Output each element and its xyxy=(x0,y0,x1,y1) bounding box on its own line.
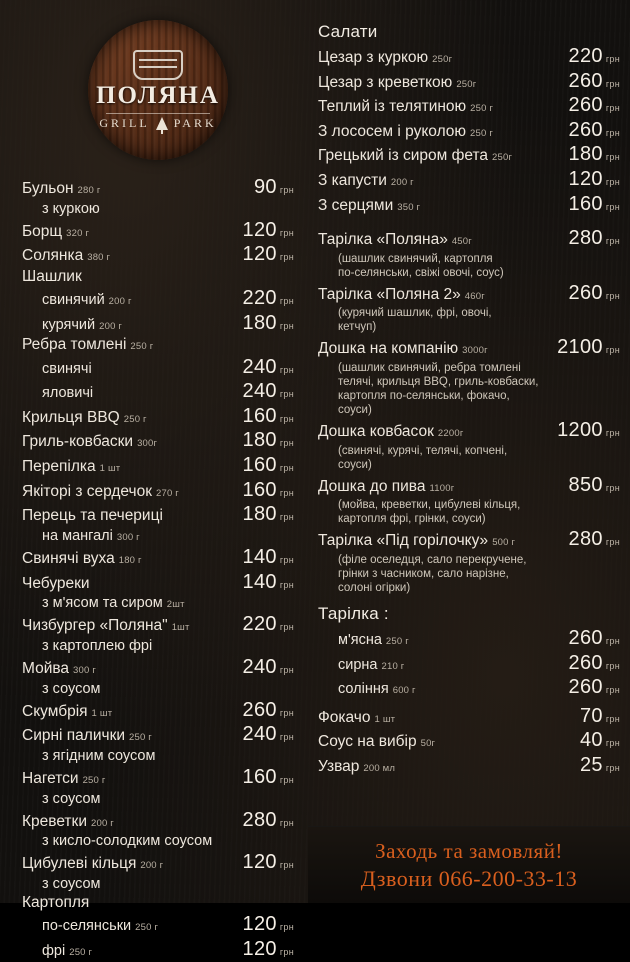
menu-item-price: 240 грн xyxy=(242,355,294,378)
menu-item-price: 280 грн xyxy=(242,808,294,831)
logo-sub-right: PARK xyxy=(173,115,217,130)
menu-item-price: 140 грн xyxy=(242,570,294,593)
currency-label: грн xyxy=(279,227,294,238)
menu-item-weight: 250 г xyxy=(82,774,106,786)
currency-label: грн xyxy=(605,738,620,749)
currency-label: грн xyxy=(279,296,294,307)
menu-item-name: Цезар з куркою 250г xyxy=(318,49,453,66)
menu-item-row xyxy=(318,94,620,118)
menu-item-name: Сирні палички 250 г xyxy=(22,727,152,745)
menu-item-price: 120 грн xyxy=(242,913,294,936)
tree-icon xyxy=(156,117,168,130)
menu-item-weight: 250 г xyxy=(385,635,409,647)
menu-item-row xyxy=(22,528,294,545)
menu-item-price: 180 грн xyxy=(568,143,620,166)
menu-item-description: (філе оселедця, сало перекручене, грінки з часником, сало нарізне, солоні огірки) xyxy=(338,553,527,594)
menu-item-row xyxy=(22,312,294,336)
currency-label: грн xyxy=(605,660,620,671)
menu-item-weight: 300г xyxy=(137,438,158,450)
menu-item-weight: 500 г xyxy=(492,537,516,549)
menu-item-row xyxy=(22,287,294,311)
menu-item-name: з соусом xyxy=(42,875,101,892)
plates-heading: Тарілка : xyxy=(318,603,389,623)
menu-item-weight: 320 г xyxy=(66,227,90,239)
menu-item-price: 220 грн xyxy=(568,45,620,67)
menu-item-price: 180 грн xyxy=(242,429,294,452)
menu-item-name: з м'ясом та сиром 2шт xyxy=(42,595,185,612)
menu-item-weight: 250 г xyxy=(69,946,93,958)
menu-item-name: Перець та печериці xyxy=(22,507,163,525)
boards-group xyxy=(318,227,620,595)
menu-item-name: з кисло-солодким соусом xyxy=(42,833,213,850)
menu-item-row xyxy=(22,243,294,267)
menu-item-price: 160 грн xyxy=(242,478,294,501)
cta-text: Заходь та замовляй! xyxy=(375,838,563,863)
plates-group xyxy=(318,627,620,700)
currency-label: грн xyxy=(279,922,294,933)
menu-item-weight: 460г xyxy=(464,290,485,302)
currency-label: грн xyxy=(279,252,294,263)
menu-item-weight: 270 г xyxy=(156,487,179,499)
menu-item-name: Гриль-ковбаски 300г xyxy=(22,433,158,451)
menu-item-weight: 2200г xyxy=(437,428,464,440)
menu-item-row xyxy=(22,766,294,790)
menu-item-row xyxy=(22,613,294,637)
menu-item-price: 260 грн xyxy=(568,651,620,674)
menu-item-row xyxy=(22,656,294,680)
menu-item-price: 120 грн xyxy=(242,243,294,266)
currency-label: грн xyxy=(605,176,620,187)
menu-item-price: 850 грн xyxy=(568,473,620,496)
menu-item-weight: 300 г xyxy=(116,531,140,543)
menu-item-name: на мангалі 300 г xyxy=(42,527,140,544)
menu-item-weight: 200 мл xyxy=(363,762,396,774)
menu-item-row xyxy=(318,70,620,94)
menu-item-name: Дошка на компанію 3000г xyxy=(318,340,488,358)
menu-item-name: Дошка до пива 1100г xyxy=(318,477,455,495)
menu-item-price: 160 грн xyxy=(242,404,294,427)
menu-item-name: з картоплею фрі xyxy=(42,637,153,654)
menu-item-name: З капусти 200 г xyxy=(318,171,414,189)
menu-item-price: 260 грн xyxy=(568,118,620,141)
menu-item-weight: 1шт xyxy=(171,622,190,634)
currency-label: грн xyxy=(279,389,294,400)
menu-item-row xyxy=(318,627,620,651)
menu-item-name: Картопля xyxy=(22,894,90,912)
menu-item-weight: 1 шт xyxy=(91,707,113,719)
menu-item-weight: 250 г xyxy=(135,922,159,934)
currency-label: грн xyxy=(605,482,620,493)
menu-item-weight: 350 г xyxy=(397,201,421,213)
restaurant-logo xyxy=(88,20,228,160)
menu-item-row xyxy=(22,791,294,808)
menu-item-weight: 450г xyxy=(451,236,472,248)
menu-item-row xyxy=(318,336,620,360)
menu-item-row xyxy=(22,876,294,893)
menu-item-name: Ребра томлені 250 г xyxy=(22,336,154,354)
currency-label: грн xyxy=(279,554,294,565)
menu-item-weight: 250 г xyxy=(123,413,147,425)
menu-item-weight: 2шт xyxy=(166,599,185,611)
menu-item-name: сирна 210 г xyxy=(338,656,405,673)
menu-item-price: 120 грн xyxy=(242,937,294,960)
currency-label: грн xyxy=(279,512,294,523)
currency-label: грн xyxy=(605,201,620,212)
menu-item-weight: 250 г xyxy=(470,127,493,139)
currency-label: грн xyxy=(279,487,294,498)
menu-item-price: 180 грн xyxy=(242,311,294,334)
menu-item-price: 220 грн xyxy=(242,613,294,636)
menu-item-row xyxy=(318,676,620,700)
currency-label: грн xyxy=(605,152,620,163)
currency-label: грн xyxy=(279,579,294,590)
menu-item-price: 280 грн xyxy=(568,528,620,551)
menu-item-price: 90 грн xyxy=(253,176,294,198)
menu-item-weight: 50г xyxy=(420,738,436,750)
menu-item-row xyxy=(22,595,294,612)
menu-item-weight: 1100г xyxy=(429,482,455,494)
menu-item-price: 120 грн xyxy=(242,218,294,241)
menu-item-price: 280 грн xyxy=(568,227,620,250)
menu-item-weight: 1 шт xyxy=(99,463,121,475)
menu-item-name: Свинячі вуха 180 г xyxy=(22,549,142,567)
menu-item-row xyxy=(318,419,620,443)
menu-item-name: з соусом xyxy=(42,680,101,697)
menu-item-weight: 1 шт xyxy=(374,713,396,725)
menu-item-row xyxy=(22,429,294,453)
currency-label: грн xyxy=(279,860,294,871)
menu-item-row xyxy=(318,143,620,167)
currency-label: грн xyxy=(279,732,294,743)
menu-item-row xyxy=(22,851,294,875)
menu-item-weight: 250 г xyxy=(470,103,494,115)
menu-item-name: Солянка 380 г xyxy=(22,247,111,265)
menu-item-price: 120 грн xyxy=(242,851,294,874)
left-menu-list xyxy=(0,176,308,962)
menu-item-row xyxy=(22,894,294,912)
menu-item-name: З лососем і руколою 250 г xyxy=(318,122,493,140)
menu-item-row xyxy=(22,380,294,404)
menu-item-row xyxy=(22,405,294,429)
menu-item-name: соління 600 г xyxy=(338,681,416,698)
menu-item-price: 260 грн xyxy=(568,94,620,117)
currency-label: грн xyxy=(279,707,294,718)
logo-divider xyxy=(106,113,210,114)
menu-item-name: фрі 250 г xyxy=(42,942,93,959)
menu-item-row xyxy=(22,748,294,765)
menu-item-name: Борщ 320 г xyxy=(22,222,90,240)
menu-item-weight: 3000г xyxy=(462,345,488,357)
menu-item-weight: 250г xyxy=(432,54,453,65)
currency-label: грн xyxy=(605,127,620,138)
menu-item-row xyxy=(22,571,294,595)
menu-item-weight: 210 г xyxy=(381,660,405,672)
salads-group xyxy=(318,45,620,216)
menu-item-row xyxy=(22,219,294,243)
currency-label: грн xyxy=(605,635,620,646)
currency-label: грн xyxy=(605,537,620,548)
menu-item-price: 260 грн xyxy=(242,698,294,721)
menu-item-row xyxy=(318,754,620,778)
menu-item-row xyxy=(22,454,294,478)
currency-label: грн xyxy=(279,320,294,331)
currency-label: грн xyxy=(279,622,294,633)
currency-label: грн xyxy=(605,78,620,89)
left-column xyxy=(0,0,308,960)
menu-item-weight: 200 г xyxy=(140,860,164,872)
currency-label: грн xyxy=(605,54,620,64)
menu-item-name: Тарілка «Під горілочку» 500 г xyxy=(318,532,516,550)
menu-item-row xyxy=(318,45,620,69)
menu-item-name: Якіторі з сердечок 270 г xyxy=(22,482,179,500)
menu-item-price: 180 грн xyxy=(242,503,294,526)
menu-item-row xyxy=(318,227,620,251)
menu-item-name: Грецький із сиром фета 250г xyxy=(318,147,513,165)
menu-item-weight: 200 г xyxy=(99,320,123,332)
menu-item-price: 240 грн xyxy=(242,723,294,746)
menu-item-row xyxy=(318,474,620,498)
menu-item-name: Цезар з креветкою 250г xyxy=(318,73,477,91)
currency-label: грн xyxy=(279,664,294,675)
menu-item-name: Теплий із телятиною 250 г xyxy=(318,98,494,116)
menu-item-name: Чебуреки xyxy=(22,574,90,592)
menu-item-weight: 200 г xyxy=(108,296,132,308)
menu-item-name: З серцями 350 г xyxy=(318,196,421,214)
menu-item-description: (шашлик свинячий, ребра томлені телячі, крильця BBQ, гриль-ковбаски, картопля по-селянськи, фокачо, соуси) xyxy=(338,362,539,417)
currency-label: грн xyxy=(279,463,294,474)
currency-label: грн xyxy=(605,103,620,114)
menu-item-name: Скумбрія 1 шт xyxy=(22,702,113,720)
menu-item-row xyxy=(318,652,620,676)
menu-item-row xyxy=(22,356,294,380)
menu-item-price: 260 грн xyxy=(568,281,620,304)
menu-item-name: Бульон 280 г xyxy=(22,180,101,197)
menu-item-name: Узвар 200 мл xyxy=(318,757,396,775)
currency-label: грн xyxy=(279,364,294,375)
menu-item-price: 1200 грн xyxy=(557,419,620,442)
currency-label: грн xyxy=(279,817,294,828)
menu-item-price: 160 грн xyxy=(568,192,620,215)
call-to-action-banner xyxy=(308,826,630,903)
menu-item-name: Цибулеві кільця 200 г xyxy=(22,855,164,873)
currency-label: грн xyxy=(605,713,620,724)
menu-item-row xyxy=(22,503,294,527)
currency-label: грн xyxy=(605,762,620,773)
menu-item-row xyxy=(318,193,620,217)
menu-item-name: Шашлик xyxy=(22,267,82,285)
menu-item-row xyxy=(22,723,294,747)
currency-label: грн xyxy=(605,236,620,247)
currency-label: грн xyxy=(279,774,294,785)
menu-item-row xyxy=(318,729,620,753)
menu-item-name: Тарілка «Поляна 2» 460г xyxy=(318,285,485,303)
menu-item-name: Фокачо 1 шт xyxy=(318,708,396,726)
currency-label: грн xyxy=(605,685,620,696)
menu-item-name: Мойва 300 г xyxy=(22,659,97,677)
menu-item-name: по-селянськи 250 г xyxy=(42,918,159,935)
menu-item-name: Соус на вибір 50г xyxy=(318,733,436,751)
menu-item-row xyxy=(318,168,620,192)
menu-item-price: 220 грн xyxy=(242,287,294,310)
menu-item-price: 40 грн xyxy=(579,729,620,752)
menu-item-row xyxy=(22,176,294,200)
menu-item-weight: 200 г xyxy=(90,817,114,829)
currency-label: грн xyxy=(605,345,620,356)
extras-group xyxy=(318,705,620,778)
menu-item-row xyxy=(22,938,294,962)
menu-item-price: 260 грн xyxy=(568,69,620,92)
menu-item-row xyxy=(22,913,294,937)
menu-item-row xyxy=(22,479,294,503)
phone-number[interactable]: Дзвони 066-200-33-13 xyxy=(360,865,578,891)
menu-item-row xyxy=(22,681,294,698)
menu-item-row xyxy=(318,528,620,552)
salads-heading: Салати xyxy=(318,22,378,41)
menu-item-description: (свинячі, курячі, телячі, копчені, соуси) xyxy=(338,444,508,471)
menu-item-name: курячий 200 г xyxy=(42,316,123,333)
grill-icon xyxy=(133,50,183,80)
menu-item-price: 25 грн xyxy=(579,753,620,776)
menu-item-name: яловичі xyxy=(42,385,94,402)
menu-item-row xyxy=(318,119,620,143)
menu-item-weight: 180 г xyxy=(118,554,142,566)
currency-label: грн xyxy=(279,185,294,195)
menu-item-description: (шашлик свинячий, картопля по-селянськи, свіжі овочі, соус) xyxy=(338,252,504,279)
menu-item-row xyxy=(22,268,294,286)
menu-item-price: 260 грн xyxy=(568,626,620,649)
menu-item-weight: 250г xyxy=(492,152,513,164)
currency-label: грн xyxy=(279,946,294,957)
currency-label: грн xyxy=(279,413,294,424)
menu-item-name: Креветки 200 г xyxy=(22,812,114,830)
menu-item-name: з куркою xyxy=(42,200,100,217)
menu-item-name: м'ясна 250 г xyxy=(338,631,409,648)
menu-item-price: 240 грн xyxy=(242,380,294,403)
logo-sub-left: GRILL xyxy=(99,115,150,130)
menu-item-price: 240 грн xyxy=(242,655,294,678)
menu-item-row xyxy=(22,809,294,833)
menu-item-price: 2100 грн xyxy=(557,336,620,359)
menu-item-name: Перепілка 1 шт xyxy=(22,458,121,476)
menu-item-name: свинячі xyxy=(42,360,92,377)
menu-item-price: 70 грн xyxy=(579,704,620,727)
right-column xyxy=(308,0,630,903)
menu-item-row xyxy=(22,699,294,723)
menu-item-row xyxy=(22,833,294,850)
menu-item-name: Крильця BBQ 250 г xyxy=(22,408,147,426)
menu-item-price: 140 грн xyxy=(242,545,294,568)
menu-item-name: з соусом xyxy=(42,790,101,807)
menu-item-weight: 600 г xyxy=(392,685,416,697)
menu-item-weight: 300 г xyxy=(73,664,97,676)
menu-item-price: 260 грн xyxy=(568,676,620,699)
logo-name: ПОЛЯНА xyxy=(96,81,220,109)
menu-item-weight: 200 г xyxy=(390,176,414,188)
menu-item-weight: 250 г xyxy=(129,732,152,744)
logo-subtitle xyxy=(99,116,216,131)
menu-item-description: (курячий шашлик, фрі, овочі, кетчуп) xyxy=(338,307,492,334)
menu-item-row xyxy=(22,201,294,218)
menu-item-weight: 250 г xyxy=(130,341,154,353)
currency-label: грн xyxy=(605,290,620,301)
menu-item-description: (мойва, креветки, цибулеві кільця, картопля фрі, грінки, соуси) xyxy=(338,499,521,526)
menu-item-name: Нагетси 250 г xyxy=(22,769,106,787)
currency-label: грн xyxy=(605,428,620,439)
menu-item-row xyxy=(22,336,294,354)
menu-item-row xyxy=(318,705,620,729)
menu-item-row xyxy=(22,638,294,655)
menu-item-name: Тарілка «Поляна» 450г xyxy=(318,231,472,249)
menu-item-row xyxy=(22,546,294,570)
menu-item-name: Чизбургер «Поляна" 1шт xyxy=(22,617,190,635)
menu-item-name: свинячий 200 г xyxy=(42,292,132,309)
menu-item-price: 120 грн xyxy=(568,167,620,190)
menu-item-weight: 380 г xyxy=(87,252,111,264)
menu-item-price: 160 грн xyxy=(242,454,294,477)
menu-item-price: 160 грн xyxy=(242,765,294,788)
menu-item-name: Дошка ковбасок 2200г xyxy=(318,423,464,441)
menu-item-name: з ягідним соусом xyxy=(42,747,156,764)
menu-item-weight: 250г xyxy=(456,78,477,90)
menu-item-row xyxy=(318,282,620,306)
menu-item-weight: 280 г xyxy=(77,185,101,196)
right-menu-list xyxy=(308,0,630,778)
currency-label: грн xyxy=(279,438,294,449)
